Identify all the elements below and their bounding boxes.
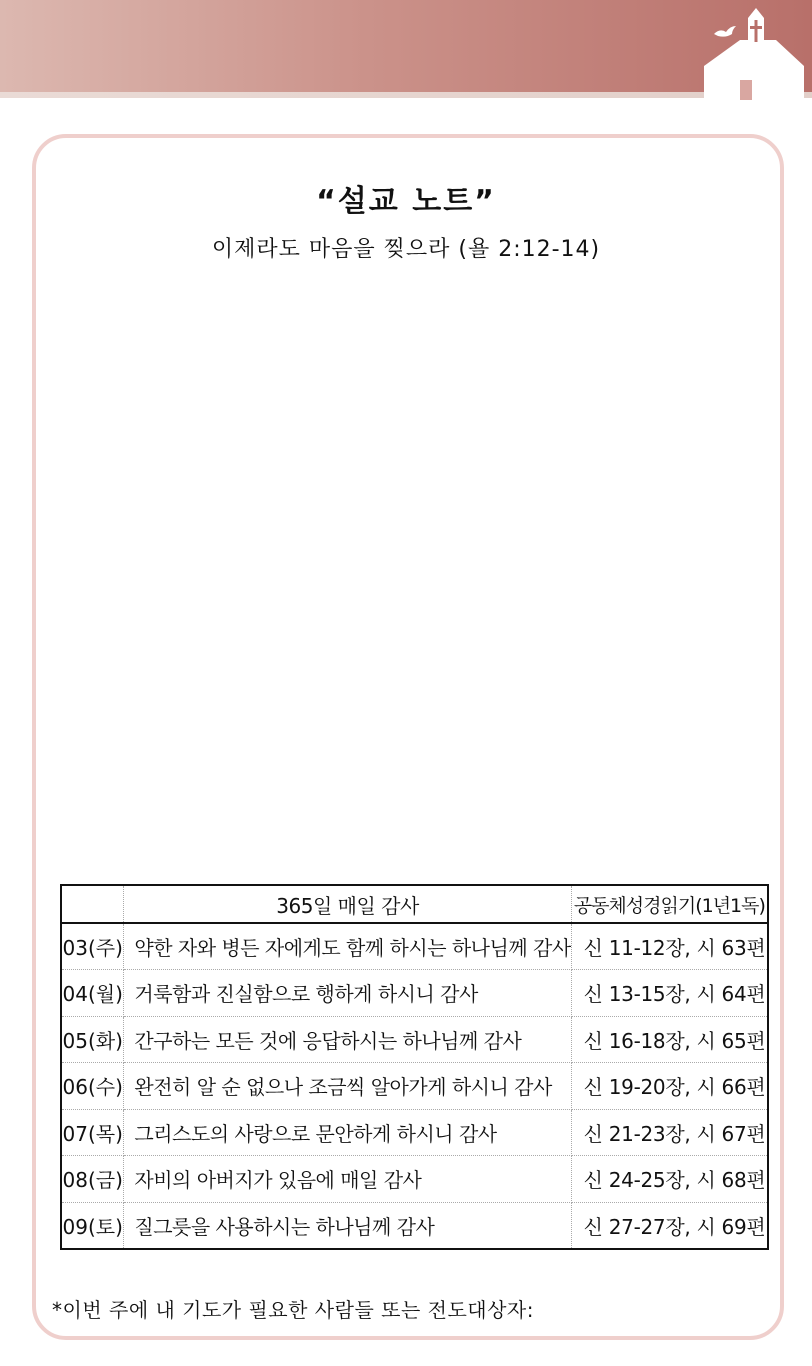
reading-cell: 신 16-18장, 시 65편 <box>571 1016 768 1063</box>
table-row <box>61 1016 768 1063</box>
table-row <box>61 1109 768 1156</box>
table-header-row <box>61 885 768 923</box>
table-row <box>61 970 768 1017</box>
day-cell: 08(금) <box>61 1156 124 1203</box>
thanks-cell: 질그릇을 사용하시는 하나님께 감사 <box>124 1202 571 1249</box>
table-row <box>61 923 768 970</box>
header-bible-reading: 공동체성경읽기(1년1독) <box>571 885 768 923</box>
day-cell: 05(화) <box>61 1016 124 1063</box>
day-cell: 09(토) <box>61 1202 124 1249</box>
reading-cell: 신 19-20장, 시 66편 <box>571 1063 768 1110</box>
prayer-request-note: *이번 주에 내 기도가 필요한 사람들 또는 전도대상자: <box>52 1298 534 1322</box>
reading-cell: 신 27-27장, 시 69편 <box>583 1214 766 1239</box>
reading-cell: 신 21-23장, 시 67편 <box>571 1109 768 1156</box>
thanks-cell: 약한 자와 병든 자에게도 함께 하시는 하나님께 감사 <box>124 923 571 970</box>
day-cell: 04(월) <box>61 970 124 1017</box>
note-title: “설교 노트” <box>316 184 496 219</box>
church-icon <box>700 4 812 100</box>
thanks-cell: 자비의 아버지가 있음에 매일 감사 <box>124 1156 571 1203</box>
thanks-cell: 간구하는 모든 것에 응답하시는 하나님께 감사 <box>124 1016 571 1063</box>
header-divider <box>0 92 812 98</box>
reading-cell: 신 11-12장, 시 63편 <box>571 923 768 970</box>
thanks-cell: 그리스도의 사랑으로 문안하게 하시니 감사 <box>124 1109 571 1156</box>
table-row <box>61 1156 768 1203</box>
header-day <box>61 885 124 923</box>
day-cell: 07(목) <box>61 1109 124 1156</box>
thanks-cell: 완전히 알 순 없으나 조금씩 알아가게 하시니 감사 <box>124 1063 571 1110</box>
reading-cell: 신 24-25장, 시 68편 <box>571 1156 768 1203</box>
table-row <box>61 1063 768 1110</box>
day-cell: 06(수) <box>61 1063 124 1110</box>
header-daily-thanks: 365일 매일 감사 <box>124 885 571 923</box>
note-subtitle: 이제라도 마음을 찢으라 (욜 2:12-14) <box>211 237 601 262</box>
weekly-schedule-table <box>60 884 769 1250</box>
day-cell: 03(주) <box>61 923 124 970</box>
thanks-cell: 거룩함과 진실함으로 행하게 하시니 감사 <box>124 970 571 1017</box>
table-row <box>61 1202 768 1249</box>
header-band <box>0 0 812 92</box>
dove-icon <box>714 26 736 37</box>
reading-cell: 신 13-15장, 시 64편 <box>571 970 768 1017</box>
